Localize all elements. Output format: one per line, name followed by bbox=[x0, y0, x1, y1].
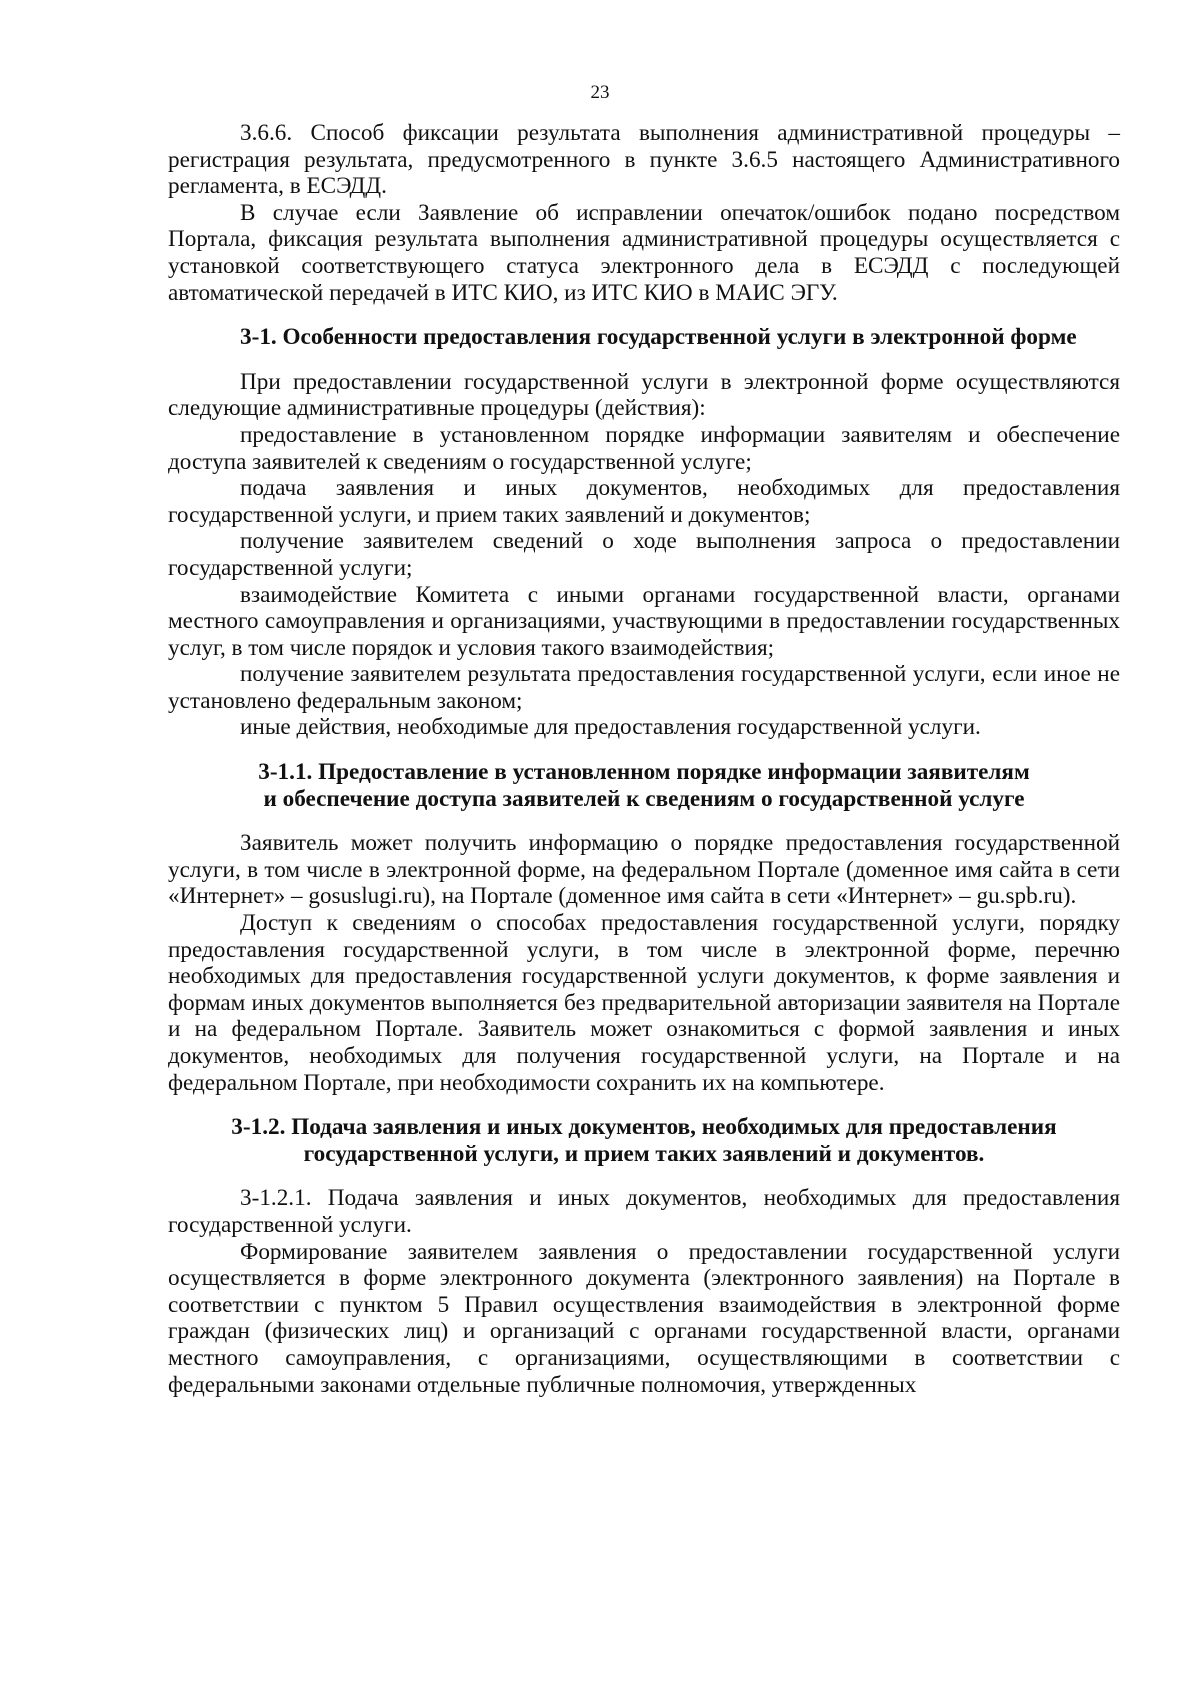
page-number: 23 bbox=[590, 82, 610, 103]
paragraph: взаимодействие Комитета с иными органами государственной власти, органами местного самоуправления и организациями, участвующими в предоставлении государственных услуг, в том числе порядок и условия такого взаимодействия; bbox=[168, 581, 1120, 661]
subsection-heading: 3-1.1. Предоставление в установленном порядке информации заявителям bbox=[258, 759, 1030, 786]
paragraph: иные действия, необходимые для предоставления государственной услуги. bbox=[240, 714, 981, 741]
paragraph: При предоставлении государственной услуги в электронной форме осуществляются следующие административные процедуры (действия): bbox=[168, 368, 1120, 422]
section-gap bbox=[168, 1167, 1120, 1185]
paragraph: предоставление в установленном порядке информации заявителям и обеспечение доступа заявителей к сведениям о государственной услуге; bbox=[168, 421, 1120, 475]
paragraph: подача заявления и иных документов, необходимых для предоставления государственной услуги, и прием таких заявлений и документов; bbox=[168, 475, 1120, 528]
paragraph: 3-1.2.1. Подача заявления и иных документов, необходимых для предоставления государственной услуги. bbox=[168, 1185, 1120, 1238]
paragraph: получение заявителем результата предоставления государственной услуги, если иное не установлено федеральным законом; bbox=[168, 661, 1120, 714]
paragraph: Доступ к сведениям о способах предоставления государственной услуги, порядку предоставления государственной услуги, в том числе в электронной форме, перечню необходимых для предоставления государственной услуги документов, к форме заявления и формам иных документов выполняется без предварительной авторизации заявителя на Портале и на федеральном Портале. Заявитель может ознакомиться с формой заявления и иных документов, необходимых для получения государственной услуги, на Портале и на федеральном Портале, при необходимости сохранить их на компьютере. bbox=[168, 910, 1120, 1096]
section-gap bbox=[168, 812, 1120, 830]
paragraph: 3.6.6. Способ фиксации результата выполнения административной процедуры – регистрация результата, предусмотренного в пункте 3.6.5 настоящего Административного регламента, в ЕСЭДД. bbox=[168, 120, 1120, 200]
paragraph: Формирование заявителем заявления о предоставлении государственной услуги осуществляется в форме электронного документа (электронного заявления) на Портале в соответствии с пунктом 5 Правил осуществления взаимодействия в электронной форме граждан (физических лиц) и организаций с органами государственной власти, органами местного самоуправления, с организациями, осуществляющими в соответствии с федеральными законами отдельные публичные полномочия, утвержденных bbox=[168, 1238, 1120, 1398]
paragraph: В случае если Заявление об исправлении опечаток/ошибок подано посредством Портала, фиксация результата выполнения административной процедуры осуществляется с установкой соответствующего статуса электронного дела в ЕСЭДД с последующей автоматической передачей в ИТС КИО, из ИТС КИО в МАИС ЭГУ. bbox=[168, 199, 1120, 306]
subsection-heading: и обеспечение доступа заявителей к сведениям о государственной услуге bbox=[263, 785, 1025, 812]
section-gap bbox=[168, 1096, 1120, 1114]
section-gap bbox=[168, 306, 1120, 324]
section-gap bbox=[168, 351, 1120, 369]
section-gap bbox=[168, 741, 1120, 759]
paragraph: Заявитель может получить информацию о порядке предоставления государственной услуги, в том числе в электронной форме, на федеральном Портале (доменное имя сайта в сети «Интернет» – gosuslugi.ru), на Портале (доменное имя сайта в сети «Интернет» – gu.spb.ru). bbox=[168, 830, 1120, 910]
subsection-heading: государственной услуги, и прием таких заявлений и документов. bbox=[303, 1140, 985, 1167]
document-body bbox=[168, 120, 1120, 1398]
subsection-heading: 3-1.2. Подача заявления и иных документов, необходимых для предоставления bbox=[231, 1114, 1057, 1141]
paragraph: получение заявителем сведений о ходе выполнения запроса о предоставлении государственной услуги; bbox=[168, 528, 1120, 581]
section-heading: 3-1. Особенности предоставления государственной услуги в электронной форме bbox=[240, 324, 1077, 351]
